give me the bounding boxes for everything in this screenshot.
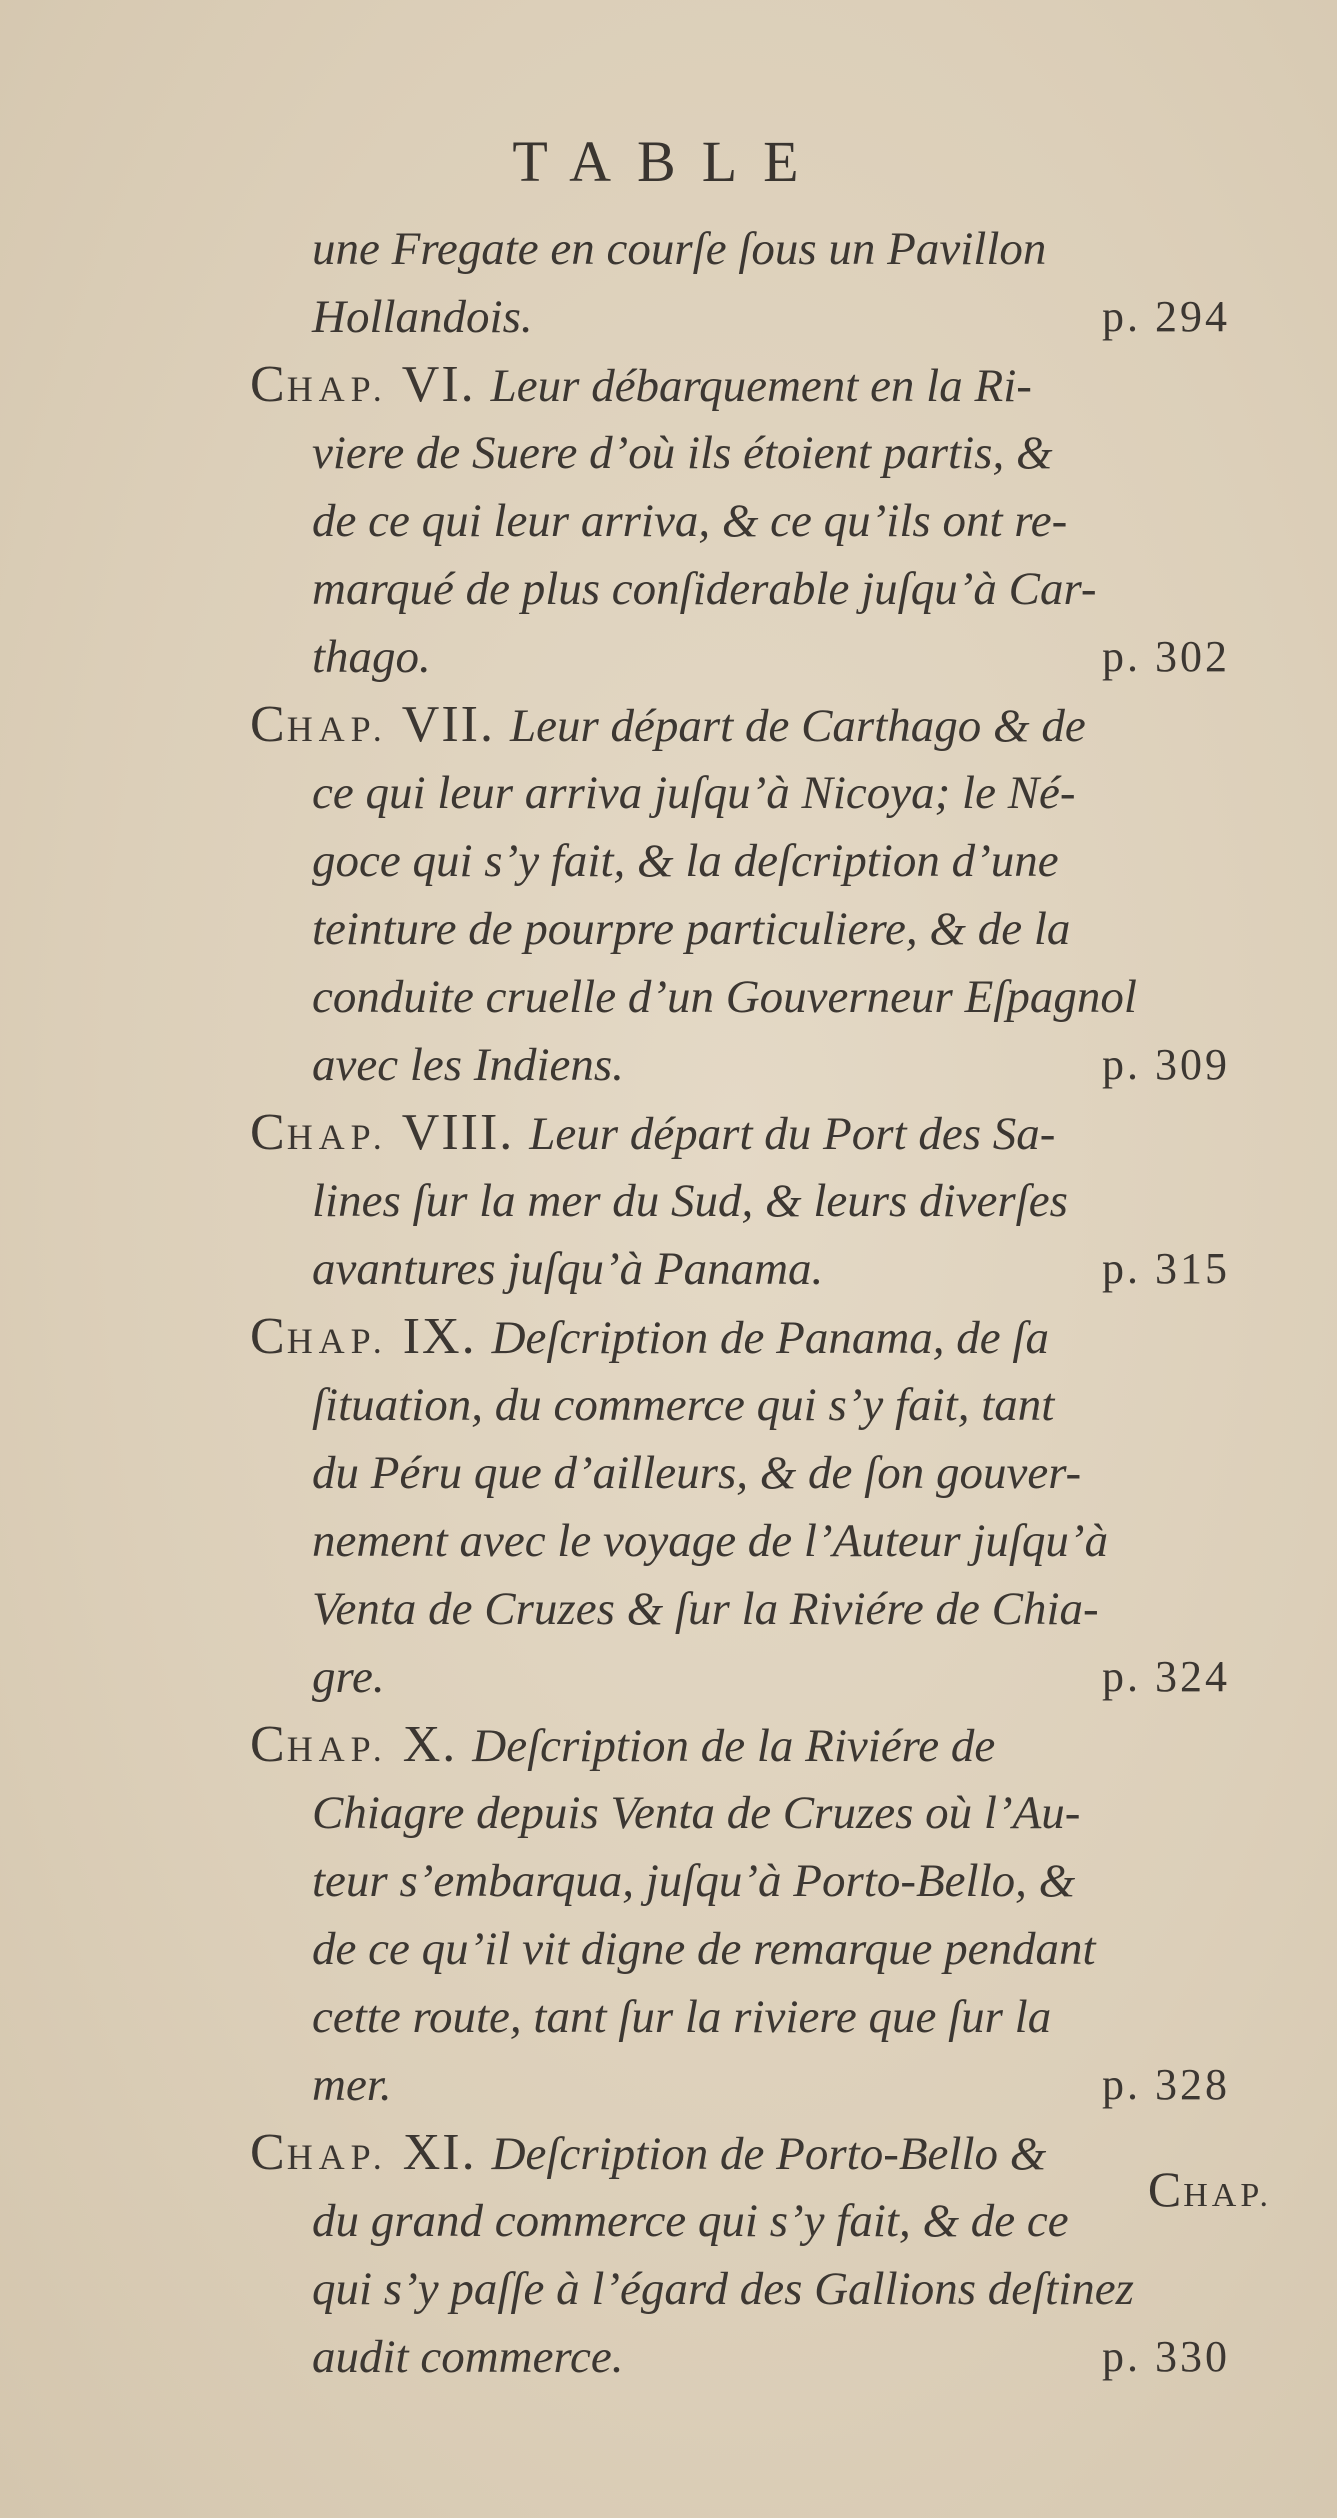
toc-line [250,895,1260,963]
toc-line [250,2323,1260,2391]
chapter-title-text: thago. [312,631,431,683]
chapter-title-text: ſituation, du commerce qui s’y fait, tant [312,1379,1055,1431]
toc-line [250,555,1260,623]
page-number: p. 315 [1102,1244,1230,1293]
chapter-title-text: Venta de Cruzes & ſur la Riviére de Chia- [312,1583,1099,1635]
chapter-title-text: du Péru que d’ailleurs, & de ſon gouver- [312,1447,1082,1499]
toc-entry [250,2119,1260,2391]
toc-line [250,1235,1260,1303]
toc-line [250,1847,1260,1915]
table-of-contents [250,215,1260,2391]
page-number: p. 324 [1102,1652,1230,1701]
chapter-title-text: de ce qu’il vit digne de remarque pendant [312,1923,1096,1975]
toc-entry [250,691,1260,1099]
toc-line [250,2187,1260,2255]
chapter-title-text: mer. [312,2059,392,2111]
toc-line [250,1099,1260,1167]
toc-line [250,1983,1260,2051]
toc-entry [250,1099,1260,1303]
chapter-title-text: Deſcription de Porto-Bello & [491,2128,1047,2180]
toc-line [250,827,1260,895]
chapter-title-text: conduite cruelle d’un Gouverneur Eſpagnol [312,971,1137,1023]
chapter-title-text: une Fregate en courſe ſous un Pavillon [312,223,1047,275]
toc-line [250,1779,1260,1847]
toc-line [250,963,1260,1031]
toc-line [250,351,1260,419]
chapter-title-text: teur s’embarqua, juſqu’à Porto-Bello, & [312,1855,1076,1907]
chapter-title-text: avantures juſqu’à Panama. [312,1243,824,1295]
chapter-title-text: cette route, tant ſur la riviere que ſur la [312,1991,1052,2043]
toc-line [250,1711,1260,1779]
chapter-title-text: Leur départ de Carthago & de [509,700,1086,752]
chapter-title-text: nement avec le voyage de l’Auteur juſqu’à [312,1515,1109,1567]
toc-line [250,1643,1260,1711]
chapter-title-text: goce qui s’y fait, & la deſcription d’une [312,835,1059,887]
toc-line [250,1507,1260,1575]
page-number: p. 309 [1102,1040,1230,1089]
chapter-label: CHAP. VII. [250,696,510,753]
chapter-title-text: de ce qui leur arriva, & ce qu’ils ont re- [312,495,1068,547]
chapter-title-text: Leur départ du Port des Sa- [529,1108,1056,1160]
page-number: p. 328 [1102,2060,1230,2109]
toc-line [250,283,1260,351]
toc-line [250,1439,1260,1507]
chapter-title-text: Deſcription de la Riviére de [472,1720,996,1772]
toc-line [250,1575,1260,1643]
toc-entry [250,351,1260,691]
chapter-title-text: avec les Indiens. [312,1039,624,1091]
chapter-title-text: teinture de pourpre particuliere, & de la [312,903,1071,955]
chapter-title-text: Deſcription de Panama, de ſa [491,1312,1049,1364]
toc-line [250,623,1260,691]
page-number: p. 302 [1102,632,1230,681]
chapter-title-text: Hollandois. [312,291,533,343]
chapter-title-text: du grand commerce qui s’y fait, & de ce [312,2195,1069,2247]
chapter-title-text: gre. [312,1651,385,1703]
page-number: p. 330 [1102,2332,1230,2381]
chapter-label: CHAP. IX. [250,1308,492,1365]
running-header: TABLE [512,129,825,194]
toc-entry [250,215,1260,351]
chapter-title-text: marqué de plus conſiderable juſqu’à Car- [312,563,1097,615]
chapter-title-text: audit commerce. [312,2331,624,2383]
toc-entry [250,1711,1260,2119]
chapter-title-text: qui s’y paſſe à l’égard des Gallions deſtinez [312,2263,1134,2315]
toc-entry [250,1303,1260,1711]
toc-line [250,1371,1260,1439]
toc-line [250,1915,1260,1983]
chapter-title-text: Chiagre depuis Venta de Cruzes où l’Au- [312,1787,1081,1839]
toc-line [250,1031,1260,1099]
chapter-title-text: Leur débarquement en la Ri- [490,360,1032,412]
chapter-label: CHAP. VI. [250,356,491,413]
catchword: CHAP. [1147,2161,1272,2217]
toc-line [250,1167,1260,1235]
chapter-title-text: viere de Suere d’où ils étoient partis, & [312,427,1053,479]
toc-line [250,2255,1260,2323]
toc-line [250,2051,1260,2119]
toc-line [250,215,1260,283]
chapter-label: CHAP. VIII. [250,1104,530,1161]
toc-line [250,1303,1260,1371]
toc-line [250,2119,1260,2187]
chapter-title-text: ce qui leur arriva juſqu’à Nicoya; le Né- [312,767,1076,819]
chapter-title-text: lines ſur la mer du Sud, & leurs diverſes [312,1175,1068,1227]
toc-line [250,759,1260,827]
page-number: p. 294 [1102,292,1230,341]
chapter-label: CHAP. X. [250,1716,473,1773]
toc-line [250,691,1260,759]
toc-line [250,419,1260,487]
toc-line [250,487,1260,555]
chapter-label: CHAP. XI. [250,2124,492,2181]
